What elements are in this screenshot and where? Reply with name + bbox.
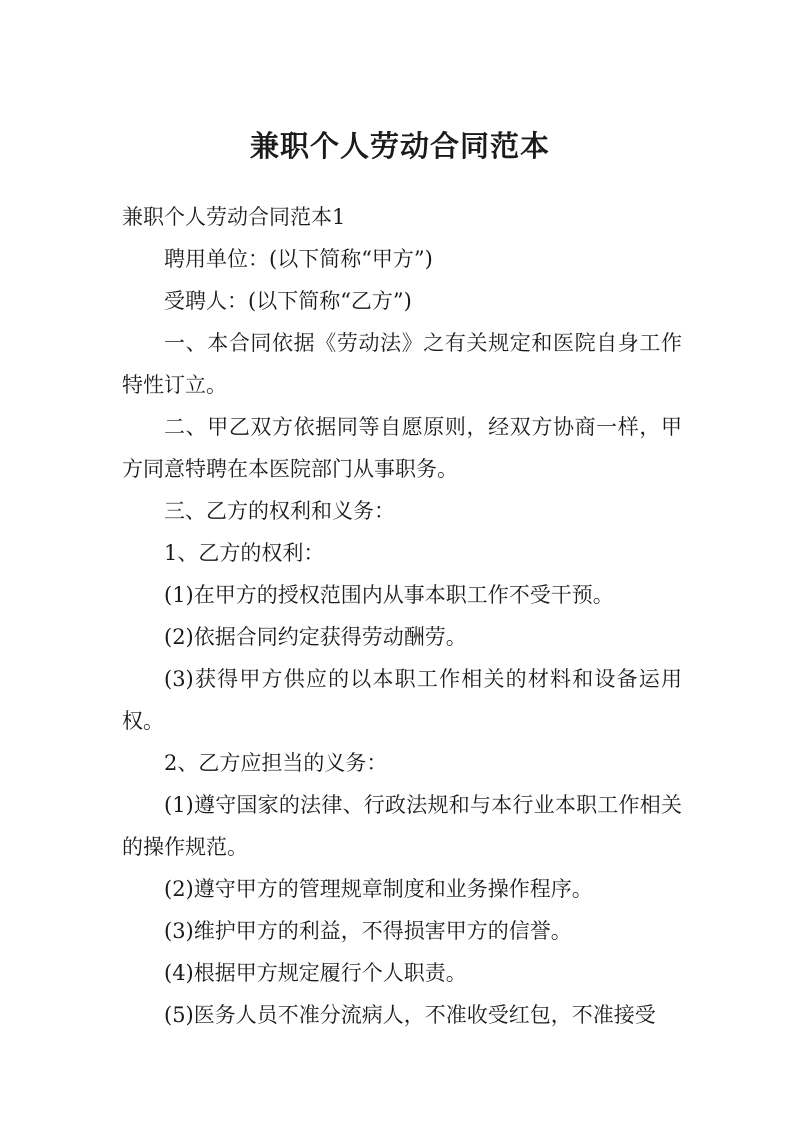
- document-title: 兼职个人劳动合同范本: [249, 129, 550, 163]
- paragraph-right-2: (2)依据合同约定获得劳动酬劳。: [164, 625, 467, 649]
- paragraph-duty-2: (2)遵守甲方的管理规章制度和业务操作程序。: [164, 877, 593, 901]
- paragraph-clause-3: 三、乙方的权利和义务：: [164, 499, 395, 523]
- paragraph-duty-5: (5)医务人员不准分流病人，不准收受红包，不准接受: [164, 1003, 656, 1027]
- paragraph-duty-4: (4)根据甲方规定履行个人职责。: [164, 961, 467, 985]
- paragraph-clause-2: 二、甲乙双方依据同等自愿原则，经双方协商一样，甲方同意特聘在本医院部门从事职务。: [122, 415, 682, 481]
- paragraph-right-3: (3)获得甲方供应的以本职工作相关的材料和设备运用权。: [122, 667, 682, 733]
- paragraph-employee: 受聘人：(以下简称“乙方”): [164, 289, 412, 313]
- document-body: [122, 196, 682, 1036]
- paragraph-rights-heading: 1、乙方的权利：: [164, 541, 325, 565]
- paragraph-duty-1: (1)遵守国家的法律、行政法规和与本行业本职工作相关的操作规范。: [122, 793, 682, 859]
- paragraph-heading: 兼职个人劳动合同范本1: [122, 205, 346, 229]
- paragraph-duties-heading: 2、乙方应担当的义务：: [164, 751, 388, 775]
- paragraph-right-1: (1)在甲方的授权范围内从事本职工作不受干预。: [164, 583, 614, 607]
- paragraph-clause-1: 一、本合同依据《劳动法》之有关规定和医院自身工作特性订立。: [122, 331, 682, 397]
- paragraph-duty-3: (3)维护甲方的利益，不得损害甲方的信誉。: [164, 919, 572, 943]
- paragraph-employer: 聘用单位：(以下简称“甲方”): [164, 247, 433, 271]
